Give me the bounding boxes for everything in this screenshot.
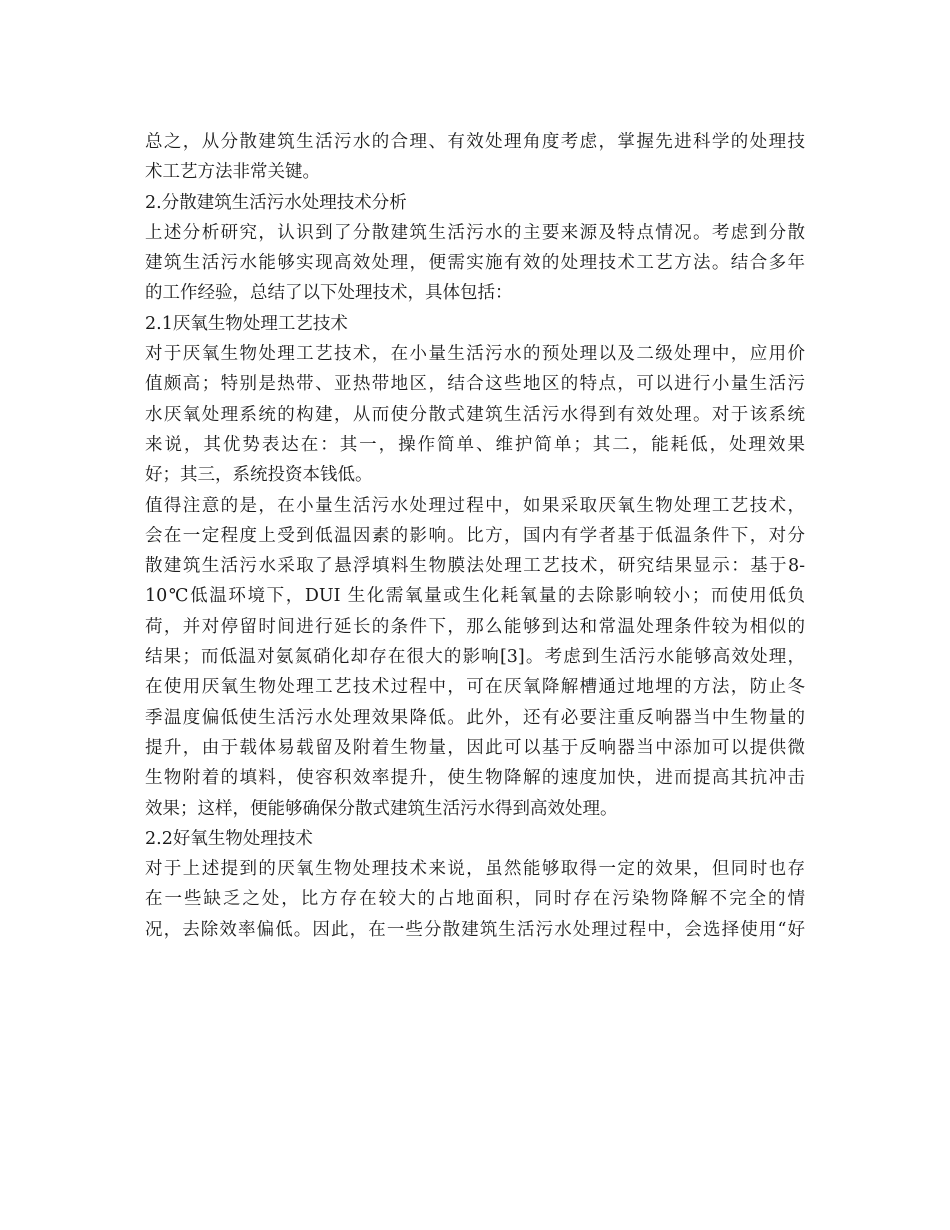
text-line: 荷，并对停留时间进行延长的条件下，那么能够到达和常温处理条件较为相似的 <box>145 616 805 637</box>
text-line: 好；其三，系统投资本钱低。 <box>145 465 373 486</box>
text-line: 来说，其优势表达在：其一，操作简单、维护简单；其二，能耗低，处理效果 <box>145 434 805 455</box>
section-heading: 2.2好氧生物处理技术 <box>145 828 313 849</box>
text-line: 在使用厌氧生物处理工艺技术过程中，可在厌氧降解槽通过地埋的方法，防止冬 <box>145 677 805 698</box>
text-line: 值颇高；特别是热带、亚热带地区，结合这些地区的特点，可以进行小量生活污 <box>145 374 805 395</box>
text-line: 提升，由于载体易载留及附着生物量，因此可以基于反响器当中添加可以提供微 <box>145 737 805 758</box>
text-line: 水厌氧处理系统的构建，从而使分散式建筑生活污水得到有效处理。对于该系统 <box>145 404 805 425</box>
text-line: 总之，从分散建筑生活污水的合理、有效处理角度考虑，掌握先进科学的处理技 <box>145 132 805 152</box>
section-heading: 2.分散建筑生活污水处理技术分析 <box>145 192 407 213</box>
text-line: 生物附着的填料，使容积效率提升，使生物降解的速度加快，进而提高其抗冲击 <box>145 768 805 789</box>
text-line: 上述分析研究，认识到了分散建筑生活污水的主要来源及特点情况。考虑到分散 <box>145 222 805 243</box>
text-line: 会在一定程度上受到低温因素的影响。比方，国内有学者基于低温条件下，对分 <box>145 525 805 546</box>
text-line: 散建筑生活污水采取了悬浮填料生物膜法处理工艺技术，研究结果显示：基于8- <box>145 556 805 577</box>
text-line: 10℃低温环境下，DUI 生化需氧量或生化耗氧量的去除影响较小；而使用低负 <box>145 586 805 607</box>
text-line: 值得注意的是，在小量生活污水处理过程中，如果采取厌氧生物处理工艺技术， <box>145 495 805 516</box>
text-line: 建筑生活污水能够实现高效处理，便需实施有效的处理技术工艺方法。结合多年 <box>145 253 805 274</box>
text-line: 效果；这样，便能够确保分散式建筑生活污水得到高效处理。 <box>145 798 618 819</box>
document-body <box>145 127 805 945</box>
text-line: 结果；而低温对氨氮硝化却存在很大的影响[3]。考虑到生活污水能够高效处理， <box>145 647 805 668</box>
text-line: 的工作经验，总结了以下处理技术，具体包括： <box>145 283 513 304</box>
section-heading: 2.1厌氧生物处理工艺技术 <box>145 313 348 334</box>
text-line: 况，去除效率偏低。因此，在一些分散建筑生活污水处理过程中，会选择使用“好 <box>145 919 805 940</box>
text-line: 季温度偏低使生活污水处理效果降低。此外，还有必要注重反响器当中生物量的 <box>145 707 805 728</box>
text-line: 术工艺方法非常关键。 <box>145 162 320 183</box>
text-line: 对于上述提到的厌氧生物处理技术来说，虽然能够取得一定的效果，但同时也存 <box>145 859 805 880</box>
text-line: 对于厌氧生物处理工艺技术，在小量生活污水的预处理以及二级处理中，应用价 <box>145 344 805 365</box>
text-line: 在一些缺乏之处，比方存在较大的占地面积，同时存在污染物降解不完全的情 <box>145 889 805 910</box>
